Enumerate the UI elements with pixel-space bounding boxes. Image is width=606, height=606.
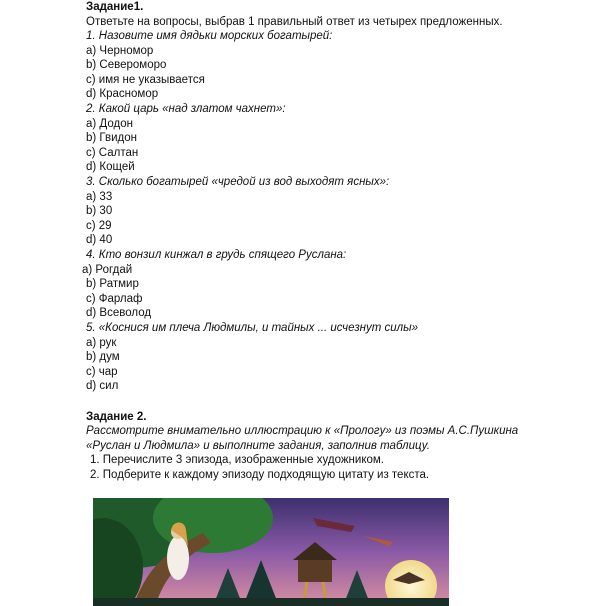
question-4: 4. Кто вонзил кинжал в грудь спящего Руслана:	[86, 249, 347, 261]
q4-option-c: c) Фарлаф	[86, 293, 143, 305]
q1-option-a: a) Черномор	[86, 45, 154, 57]
q3-option-a: a) 33	[86, 191, 113, 203]
q1-option-c: c) имя не указывается	[86, 74, 205, 86]
task2-title: Задание 2.	[86, 411, 147, 423]
task1-title: Задание1.	[86, 1, 144, 13]
q5-option-c: c) чар	[86, 366, 118, 378]
q5-option-b: b) дум	[86, 351, 120, 363]
q5-option-d: d) сил	[86, 380, 119, 392]
q3-option-c: c) 29	[86, 220, 112, 232]
q4-option-b: b) Ратмир	[86, 278, 139, 290]
q2-option-d: d) Кощей	[86, 161, 135, 173]
prologue-illustration	[93, 498, 449, 606]
q4-option-d: d) Всеволод	[86, 307, 152, 319]
q3-option-b: b) 30	[86, 205, 113, 217]
question-5: 5. «Коснися им плеча Людмилы, и тайных ... исчезнут силы»	[86, 322, 419, 334]
q1-option-b: b) Североморо	[86, 59, 167, 71]
q1-option-d: d) Красномор	[86, 88, 159, 100]
task2-item-2: 2. Подберите к каждому эпизоду подходящую цитату из текста.	[90, 469, 430, 481]
task2-instruction-line1: Рассмотрите внимательно иллюстрацию к «Прологу» из поэмы А.С.Пушкина	[86, 425, 519, 437]
q3-option-d: d) 40	[86, 234, 113, 246]
q2-option-a: a) Додон	[86, 118, 133, 130]
q5-option-a: a) рук	[86, 337, 117, 349]
q4-option-a: a) Рогдай	[82, 264, 133, 276]
question-1: 1. Назовите имя дядьки морских богатырей:	[86, 30, 333, 42]
q2-option-c: c) Салтан	[86, 147, 139, 159]
task1-instruction: Ответьте на вопросы, выбрав 1 правильный ответ из четырех предложенных.	[86, 16, 503, 28]
q2-option-b: b) Гвидон	[86, 132, 137, 144]
task2-item-1: 1. Перечислите 3 эпизода, изображенные художником.	[90, 454, 384, 466]
question-3: 3. Сколько богатырей «чредой из вод выходят ясных»:	[86, 176, 390, 188]
question-2: 2. Какой царь «над златом чахнет»:	[86, 103, 286, 115]
task2-instruction-line2: «Руслан и Людмила» и выполните задания, заполнив таблицу.	[86, 440, 430, 452]
